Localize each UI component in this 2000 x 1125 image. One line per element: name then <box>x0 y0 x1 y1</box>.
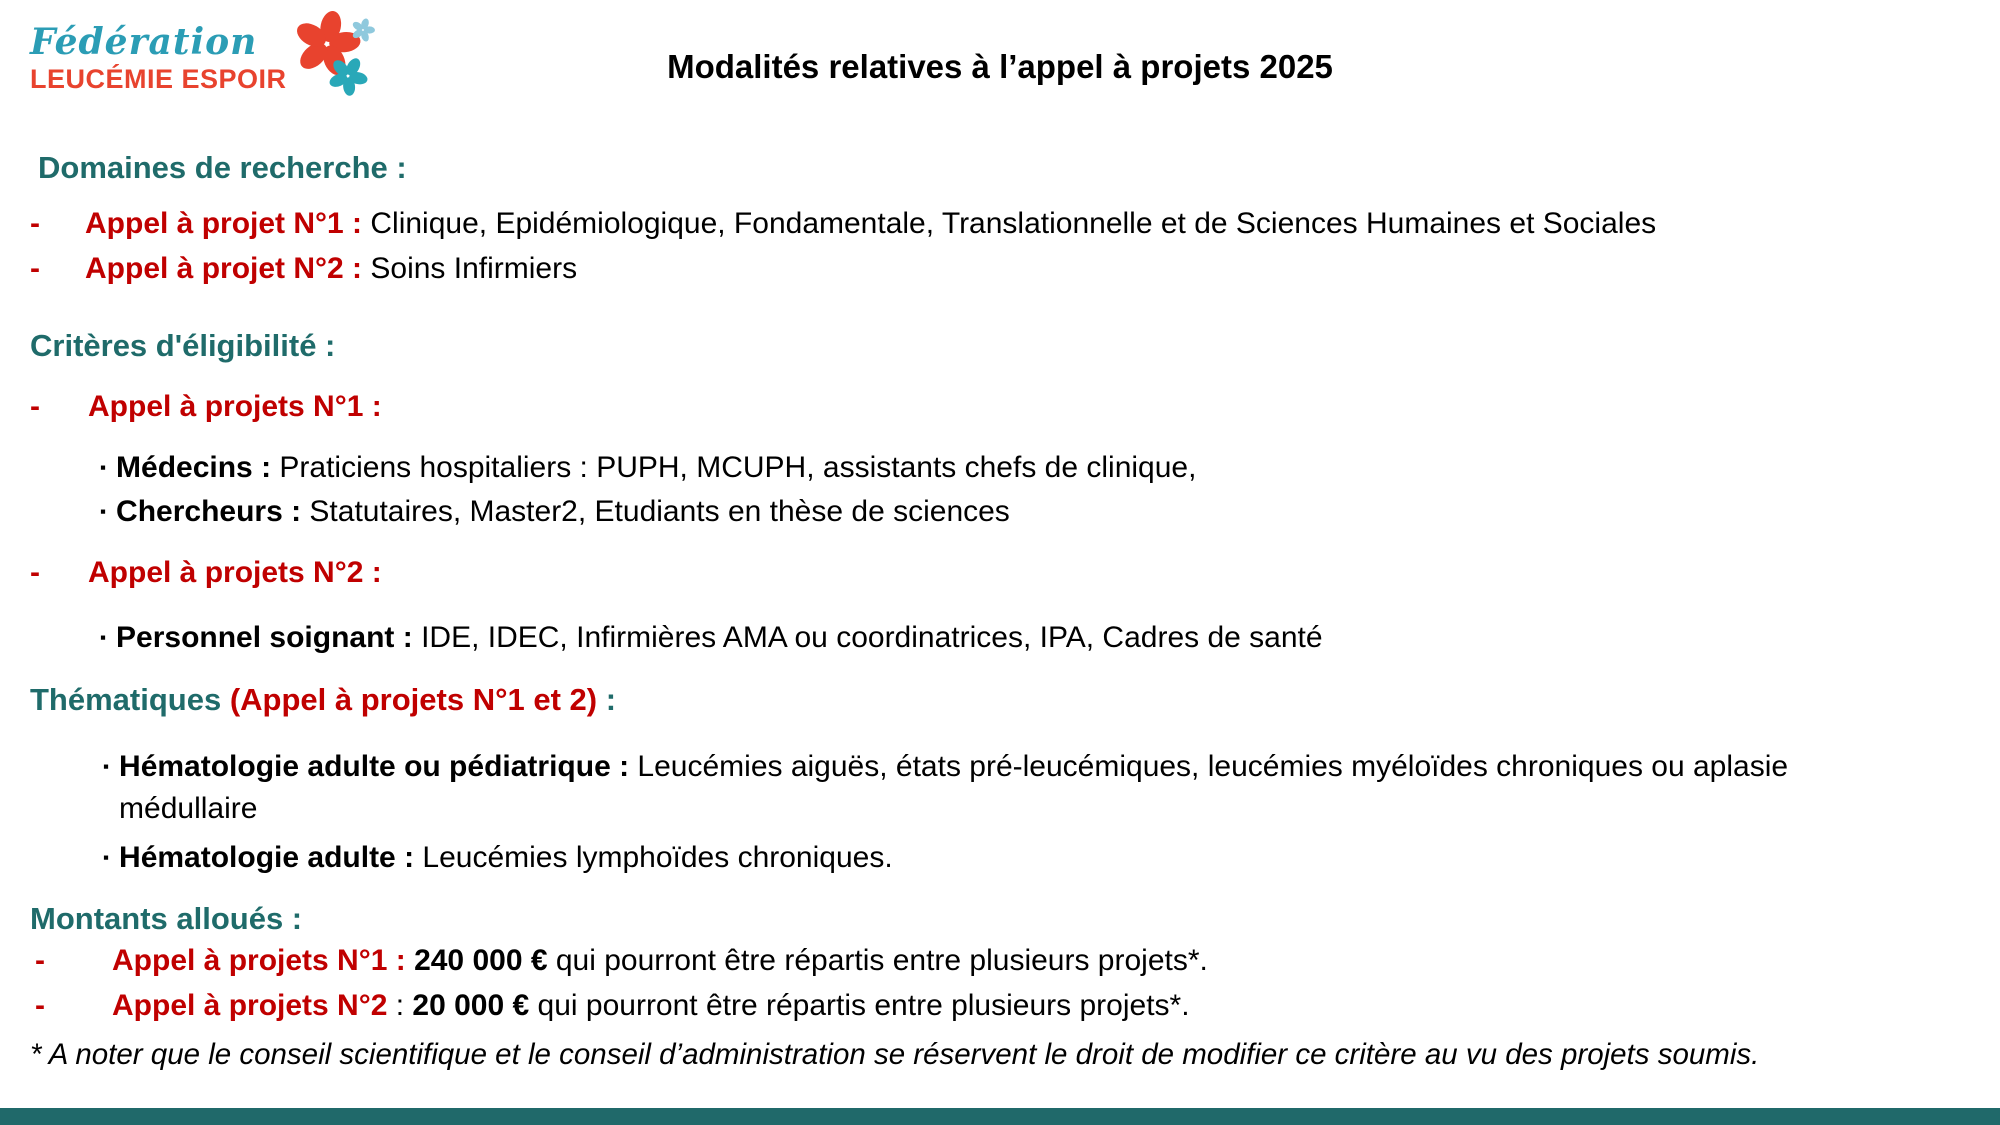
bullet-hema2-text <box>119 837 893 879</box>
montant2-colon: : <box>387 989 413 1022</box>
personnel-desc: IDE, IDEC, Infirmières AMA ou coordinatrices, IPA, Cadres de santé <box>421 621 1323 654</box>
appel-projet-2-label: Appel à projet N°2 : <box>85 252 371 285</box>
hema2-label: Hématologie adulte : <box>119 841 423 874</box>
criteres-appel-1-label: Appel à projets N°1 : <box>88 390 382 423</box>
thematiques-teal: Thématiques <box>30 682 230 717</box>
chercheurs-desc: Statutaires, Master2, Etudiants en thèse de sciences <box>309 495 1010 528</box>
bullet-personnel-text <box>116 617 1323 659</box>
square-bullet-icon: ▪ <box>100 502 107 521</box>
appel-projet-1-label: Appel à projet N°1 : <box>85 207 371 240</box>
montant2-label: Appel à projets N°2 <box>112 989 388 1022</box>
hema2-desc: Leucémies lymphoïdes chroniques. <box>422 841 893 874</box>
montant-appel-1 <box>112 944 1208 978</box>
bullet-hematologie-pediatrique <box>103 746 1803 830</box>
medecins-desc: Praticiens hospitaliers : PUPH, MCUPH, assistants chefs de clinique, <box>279 451 1197 484</box>
bullet-medecins <box>100 447 1196 489</box>
thematiques-red: (Appel à projets N°1 et 2) <box>229 682 598 717</box>
asterisk-footnote: * A noter que le conseil scientifique et le conseil d’administration se réservent le droit de modifier ce critère au vu des projets soumis. <box>30 1038 1760 1071</box>
appel-projet-1-text: Clinique, Epidémiologique, Fondamentale, Translationnelle et de Sciences Humaines et Sociales <box>370 207 1657 240</box>
montant2-text: qui pourront être répartis entre plusieurs projets*. <box>537 989 1190 1022</box>
bullet-hematologie-adulte <box>103 837 893 879</box>
bullet-personnel-soignant <box>100 617 1323 659</box>
square-bullet-icon: ▪ <box>100 458 107 477</box>
montant1-text: qui pourront être répartis entre plusieurs projets*. <box>555 944 1208 977</box>
domaines-item-2 <box>85 252 577 286</box>
dash-bullet: - <box>35 944 45 977</box>
logo-script-federation: Fédération <box>30 21 258 63</box>
heading-thematiques <box>30 682 616 718</box>
heading-criteres: Critères d'éligibilité : <box>30 328 336 363</box>
dash-bullet: - <box>30 207 40 240</box>
square-bullet-icon: ▪ <box>103 757 110 776</box>
bottom-accent-bar <box>0 1108 2000 1125</box>
bullet-medecins-text <box>116 447 1196 489</box>
montant-appel-2 <box>112 989 1190 1023</box>
personnel-label: Personnel soignant : <box>116 621 422 654</box>
square-bullet-icon: ▪ <box>100 628 107 647</box>
bullet-chercheurs-text <box>116 491 1010 533</box>
heading-domaines: Domaines de recherche : <box>38 150 407 185</box>
domaines-item-1 <box>85 207 1656 241</box>
dash-bullet: - <box>30 390 40 423</box>
montant1-label: Appel à projets N°1 : <box>112 944 415 977</box>
bullet-hema1-text <box>119 746 1803 830</box>
thematiques-colon: : <box>597 682 617 717</box>
appel-projet-2-text: Soins Infirmiers <box>370 252 578 285</box>
heading-montants: Montants alloués : <box>30 901 303 936</box>
dash-bullet: - <box>30 556 40 589</box>
dash-bullet: - <box>30 252 40 285</box>
bullet-chercheurs <box>100 491 1010 533</box>
chercheurs-label: Chercheurs : <box>116 495 310 528</box>
hema1-label: Hématologie adulte ou pédiatrique : <box>119 750 638 783</box>
hema1-desc: Leucémies aiguës, états pré-leucémiques, leucémies myéloïdes chroniques ou aplasie médullaire <box>119 750 1789 825</box>
montant1-amount: 240 000 € <box>414 944 556 977</box>
medecins-label: Médecins : <box>116 451 280 484</box>
square-bullet-icon: ▪ <box>103 848 110 867</box>
dash-bullet: - <box>35 989 45 1022</box>
page-title: Modalités relatives à l’appel à projets 2025 <box>667 48 1333 85</box>
criteres-appel-2-label: Appel à projets N°2 : <box>88 556 382 589</box>
logo-caps-leucemie-espoir: LEUCÉMIE ESPOIR <box>30 64 287 94</box>
montant2-amount: 20 000 € <box>412 989 538 1022</box>
